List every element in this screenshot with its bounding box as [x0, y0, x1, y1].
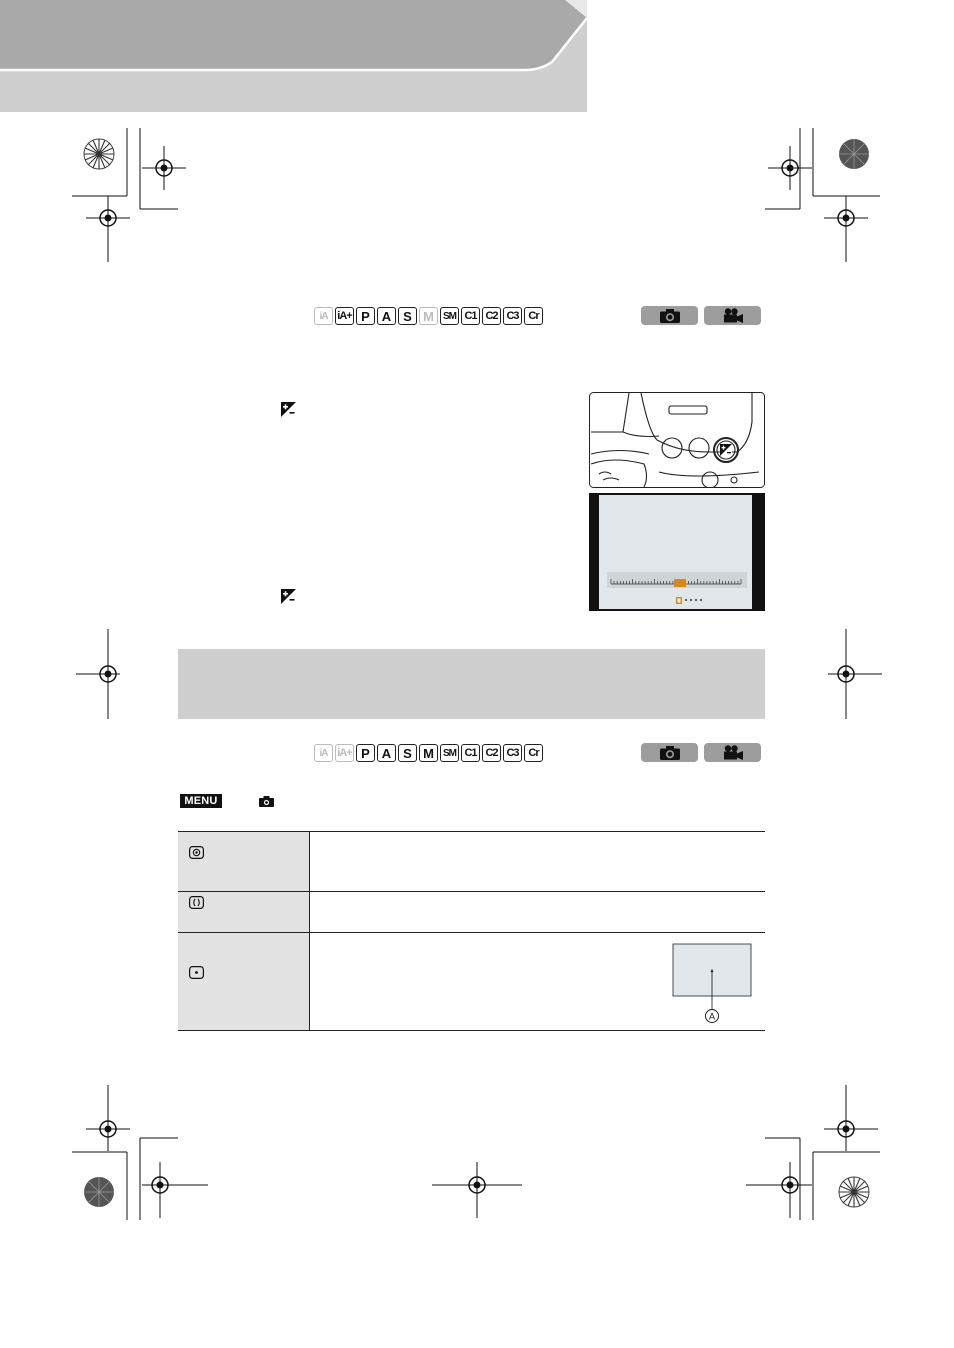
color-target-icon	[838, 138, 870, 170]
photo-mode-chip	[641, 743, 698, 762]
mode-s: S	[398, 307, 417, 325]
monitor-exposure-scale-illustration	[589, 493, 765, 611]
registration-mark-icon	[824, 196, 868, 262]
registration-mark-icon	[746, 1162, 812, 1218]
table-row	[178, 933, 765, 1031]
mode-c1: C1	[461, 307, 480, 325]
color-target-icon	[83, 1176, 115, 1208]
table-row	[178, 892, 765, 933]
photo-mode-chip	[641, 306, 698, 325]
mode-p: P	[356, 307, 375, 325]
mode-c1: C1	[461, 744, 480, 762]
mode-ia-plus: iA+	[335, 307, 354, 325]
camera-top-illustration	[589, 392, 765, 488]
menu-button-badge: MENU	[180, 794, 222, 808]
video-mode-chip	[704, 743, 761, 762]
mode-ia: iA	[314, 744, 333, 762]
mode-c2: C2	[482, 744, 501, 762]
registration-mark-icon	[432, 1162, 522, 1218]
recording-modes-row-2	[314, 743, 543, 763]
exposure-compensation-icon	[281, 402, 296, 417]
mode-c2: C2	[482, 307, 501, 325]
camera-icon	[660, 746, 680, 760]
table-row	[178, 832, 765, 892]
mode-m: M	[419, 744, 438, 762]
section-banner-metering	[178, 649, 765, 719]
mode-m: M	[419, 307, 438, 325]
callout-letter: A	[708, 1011, 716, 1022]
mode-creative-control: Cr	[524, 307, 543, 325]
center-weighted-icon	[189, 896, 204, 909]
registration-mark-icon	[76, 629, 120, 719]
mode-a: A	[377, 744, 396, 762]
movie-camera-icon	[723, 745, 743, 760]
registration-mark-icon	[142, 146, 186, 190]
color-target-icon	[838, 1176, 870, 1208]
mode-creative-video: SM	[440, 307, 459, 325]
camera-icon	[259, 796, 274, 807]
mode-creative-video: SM	[440, 744, 459, 762]
registration-mark-icon	[824, 1085, 878, 1151]
registration-mark-icon	[768, 146, 812, 190]
movie-camera-icon	[723, 308, 743, 323]
mode-p: P	[356, 744, 375, 762]
multi-metering-icon	[189, 846, 204, 859]
camera-icon	[660, 309, 680, 323]
spot-metering-icon	[189, 966, 204, 979]
registration-mark-icon	[142, 1162, 208, 1218]
registration-mark-icon	[86, 196, 130, 262]
mode-creative-control: Cr	[524, 744, 543, 762]
mode-c3: C3	[503, 307, 522, 325]
mode-ia: iA	[314, 307, 333, 325]
video-mode-chip	[704, 306, 761, 325]
mode-ia-plus: iA+	[335, 744, 354, 762]
registration-mark-icon	[828, 629, 882, 719]
mode-c3: C3	[503, 744, 522, 762]
recording-modes-row	[314, 306, 543, 326]
mode-a: A	[377, 307, 396, 325]
registration-mark-icon	[86, 1085, 130, 1151]
color-target-icon	[83, 138, 115, 170]
metering-mode-table	[178, 831, 765, 1031]
mode-s: S	[398, 744, 417, 762]
spot-target-illustration	[672, 943, 754, 1025]
exposure-compensation-icon	[281, 589, 296, 604]
